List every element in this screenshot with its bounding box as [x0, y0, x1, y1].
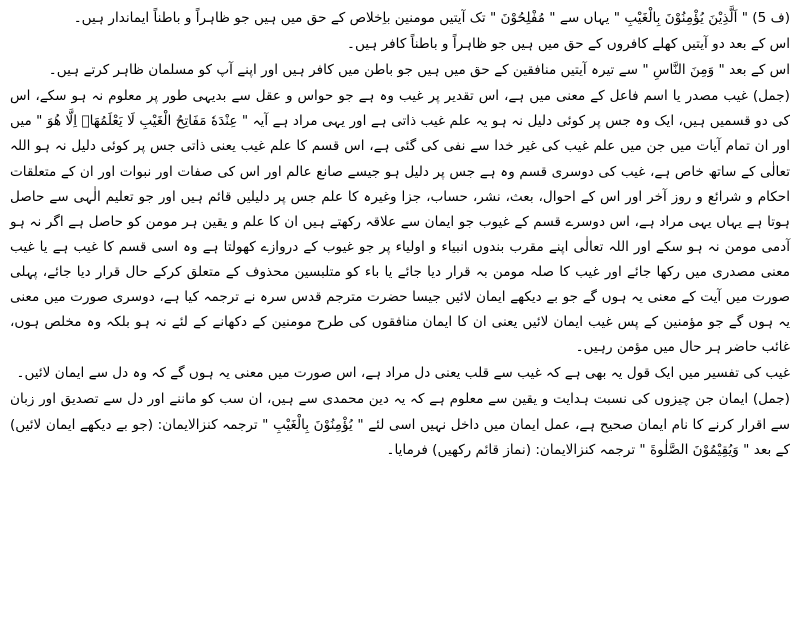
paragraph-iman-definition: (جمل) ایمان جن چیزوں کی نسبت ہدایت و یقین سے معلوم ہے کہ یہ دین محمدی سے ہیں، ان سب کو ماننے اور دل سے تصدیق اور زبان سے اقرار کرنے کا نام ایمان صحیح ہے، عمل ایمان میں داخل نہیں اسی لئے " یُؤْمِنُوْنَ بِالْغَیْبِ " ترجمہ کنزالایمان: (جو بے دیکھے ایمان لائیں) کے بعد " وَیُقِیْمُوْنَ الصَّلٰوةَ " ترجمہ کنزالایمان: (نماز قائم رکھیں) فرمایا۔ — [10, 391, 790, 458]
paragraph-hypocrites: اس کے بعد " وَمِنَ النَّاسِ " سے تیرہ آیتیں منافقین کے حق میں ہیں جو باطن میں کافر ہیں اور اپنے آپ کو مسلمان ظاہر کرتے ہیں۔ — [48, 62, 790, 79]
paragraph-ghaib-explanation: (جمل) غیب مصدر یا اسم فاعل کے معنی میں ہے، اس تقدیر پر غیب وہ ہے جو حواس و عقل سے بدیہی طور پر معلوم نہ ہو سکے، اس کی دو قسمیں ہیں، ایک وہ جس پر کوئی دلیل نہ ہو یہ علم غیب ذاتی ہے اور یہی مراد ہے آیہ " عِنْدَهٗ مَفَاتِحُ الْغَیْبِ لَا یَعْلَمُهَاۤ اِلَّا هُوَ " میں اور ان تمام آیات میں جن میں علم غیب کی غیر خدا سے نفی کی گئی ہے، اس قسم کا علم غیب یعنی ذاتی جس پر کوئی دلیل نہ ہو اللہ تعالٰی کے ساتھ خاص ہے، غیب کی دوسری قسم وہ ہے جس پر دلیل ہو جیسے صانع عالم اور اس کی صفات اور نبوات اور ان کے متعلقات احکام و شرائع و روز آخر اور اس کے احوال، بعث، نشر، حساب، جزا وغیرہ کا علم جس پر دلیلیں قائم ہیں اور جو تعلیم الٰہی سے حاصل ہوتا ہے یہاں یہی مراد ہے، اس دوسرے قسم کے غیوب جو ایمان سے علاقہ رکھتے ہیں ان کا علم و یقین ہر مومن کو حاصل ہے اگر نہ ہو آدمی مومن نہ ہو سکے اور اللہ تعالٰی اپنے مقرب بندوں انبیاء و اولیاء پر جو غیوب کے دروازے کھولتا ہے وہ اسی قسم کا غیب ہے یا غیب معنی مصدری میں رکھا جائے اور غیب کا صلہ مومن بہ قرار دیا جائے یا باء کو متلبسین محذوف کے متعلق کرکے حال قرار دیا جائے، پہلی صورت میں آیت کے معنی یہ ہوں گے جو بے دیکھے ایمان لائیں جیسا حضرت مترجم قدس سرہ نے ترجمہ کیا ہے، دوسری صورت میں معنی یہ ہوں گے جو مؤمنین کے پس غیب ایمان لائیں یعنی ان کا ایمان منافقوں کی طرح مومنین کے دکھانے کے لئے نہ ہو بلکہ وہ مخلص ہوں، غائب حاضر ہر حال میں مؤمن رہیں۔ — [10, 88, 790, 356]
paragraph-ghaib-heart: غیب کی تفسیر میں ایک قول یہ بھی ہے کہ غیب سے قلب یعنی دل مراد ہے، اس صورت میں معنی یہ ہوں گے کہ وہ دل سے ایمان لائیں۔ — [16, 365, 790, 382]
paragraph-note-5: (ف 5) " اَلَّذِیْنَ یُؤْمِنُوْنَ بِالْغَیْبِ " یہاں سے " مُفْلِحُوْنَ " تک آیتیں مومنین باِخلاص کے حق میں ہیں جو ظاہراً و باطناً ایماندار ہیں۔ — [73, 10, 790, 26]
paragraph-disbelievers: اس کے بعد دو آیتیں کھلے کافروں کے حق میں ہیں جو ظاہراً و باطناً کافر ہیں۔ — [346, 36, 790, 53]
